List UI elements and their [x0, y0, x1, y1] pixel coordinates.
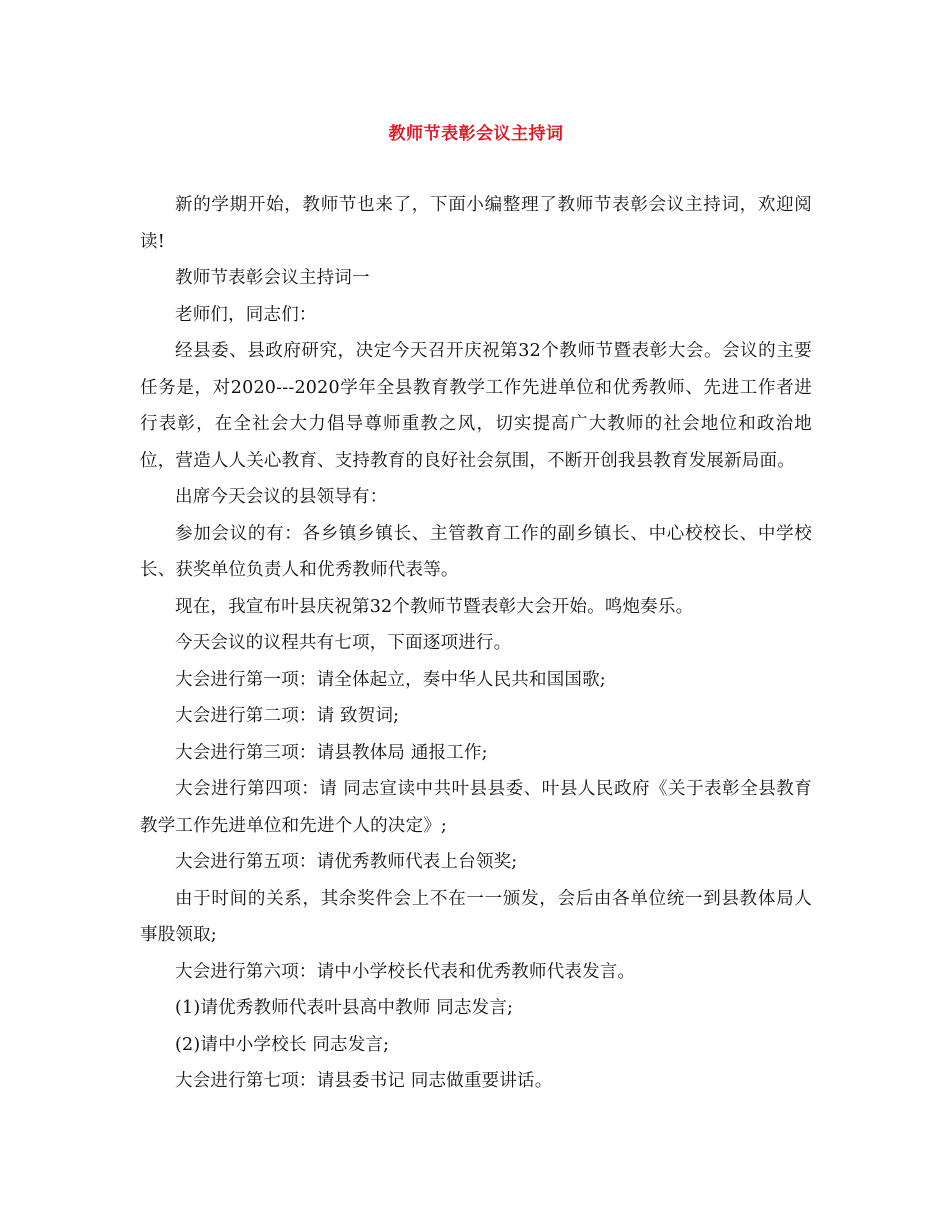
agenda-item: 大会进行第一项：请全体起立，奏中华人民共和国国歌;: [175, 669, 606, 690]
paragraph: 由于时间的关系，其余奖件会上不在一一颁发，会后由各单位统一到县教体局人事股领取;: [140, 888, 812, 945]
agenda-item: 大会进行第七项：请县委书记 同志做重要讲话。: [175, 1071, 553, 1091]
paragraph: 新的学期开始，教师节也来了，下面小编整理了教师节表彰会议主持词，欢迎阅读!: [140, 195, 812, 252]
agenda-item: 大会进行第三项：请县教体局 通报工作;: [175, 742, 488, 763]
paragraph: 经县委、县政府研究，决定今天召开庆祝第32个教师节暨表彰大会。会议的主要任务是，对2020---2020学年全县教育教学工作先进单位和优秀教师、先进工作者进行表彰，在全社会大力倡导尊师重教之风，切实提高广大教师的社会地位和政治地位，营造人人关心教育、支持教育的良好社会氛围，不断开创我县教育发展新局面。: [140, 341, 812, 471]
paragraph: 参加会议的有：各乡镇乡镇长、主管教育工作的副乡镇长、中心校校长、中学校长、获奖单位负责人和优秀教师代表等。: [140, 523, 812, 580]
agenda-subitem: (2)请中小学校长 同志发言;: [175, 1034, 390, 1055]
salutation: 老师们，同志们：: [175, 304, 317, 325]
agenda-item: 大会进行第六项：请中小学校长代表和优秀教师代表发言。: [175, 961, 636, 982]
agenda-item: 大会进行第五项：请优秀教师代表上台领奖;: [175, 852, 518, 872]
agenda-subitem: (1)请优秀教师代表叶县高中教师 同志发言;: [175, 998, 514, 1018]
document-title: 教师节表彰会议主持词: [388, 124, 564, 144]
agenda-item: 大会进行第二项：请 致贺词;: [175, 706, 400, 726]
paragraph: 现在，我宣布叶县庆祝第32个教师节暨表彰大会开始。鸣炮奏乐。: [175, 596, 694, 617]
paragraph: 今天会议的议程共有七项，下面逐项进行。: [175, 633, 512, 653]
section-heading: 教师节表彰会议主持词一: [175, 268, 370, 288]
agenda-item: 大会进行第四项：请 同志宣读中共叶县县委、叶县人民政府《关于表彰全县教育教学工作先进单位和先进个人的决定》;: [140, 779, 812, 836]
document-body: [140, 187, 812, 1100]
paragraph: 出席今天会议的县领导有：: [175, 487, 388, 507]
